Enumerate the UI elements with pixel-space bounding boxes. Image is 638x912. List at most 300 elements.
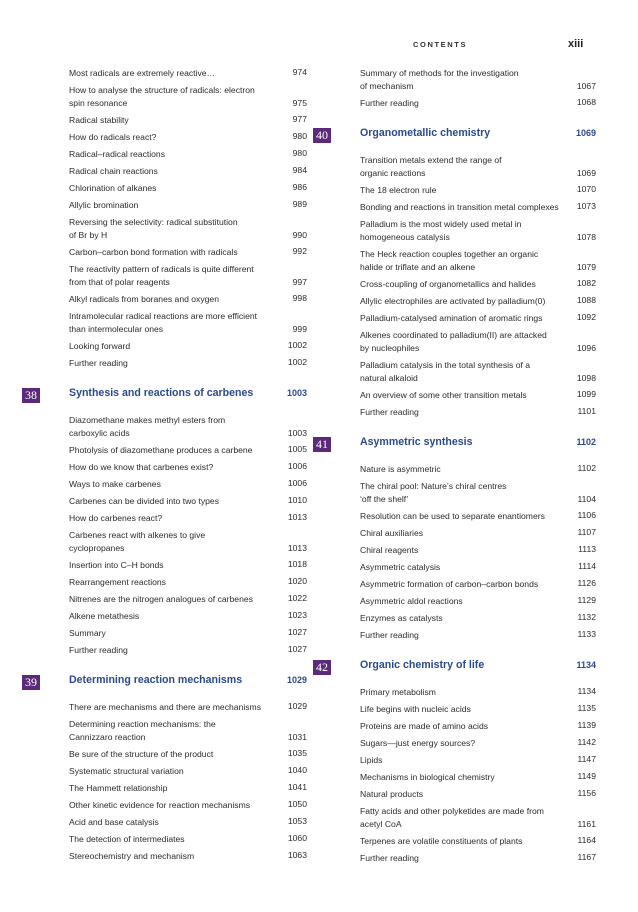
toc-entry[interactable] — [22, 413, 307, 443]
toc-entry-title — [360, 509, 560, 523]
toc-entry-title-line: Carbenes can be divided into two types — [69, 496, 220, 506]
toc-entry-page: 1013 — [287, 542, 307, 553]
toc-entry-title — [360, 405, 560, 419]
toc-entry-page: 1147 — [577, 753, 596, 764]
toc-entry-title — [69, 575, 271, 589]
toc-entry-title-line: How do we know that carbenes exist? — [69, 462, 214, 472]
toc-entry-title — [360, 851, 560, 865]
toc-entry-title — [69, 215, 271, 243]
toc-entry-title-line: The chiral pool: Nature’s chiral centres — [360, 481, 507, 491]
toc-entry-title-line: Intramolecular radical reactions are more efficient — [69, 311, 258, 321]
toc-entry-title — [360, 834, 560, 848]
toc-entry-title-line: Alkene metathesis — [69, 611, 140, 621]
toc-entry[interactable] — [313, 560, 596, 577]
toc-entry[interactable] — [313, 328, 596, 358]
toc-entry-title-line: from that of polar reagents — [69, 277, 170, 288]
toc-entry[interactable] — [313, 388, 596, 405]
toc-entry-title-line: Radical stability — [69, 115, 129, 125]
toc-entry-page: 1107 — [577, 526, 596, 537]
toc-entry[interactable] — [313, 311, 596, 328]
toc-entry-title — [69, 245, 271, 259]
toc-entry-title — [360, 294, 560, 308]
toc-entry-title-line: Chlorination of alkanes — [69, 183, 157, 193]
toc-entry-page: 999 — [292, 323, 307, 334]
toc-entry-page: 986 — [292, 181, 307, 192]
toc-entry[interactable] — [313, 509, 596, 526]
toc-entry-page: 1018 — [287, 558, 307, 569]
toc-entry[interactable] — [22, 245, 307, 262]
toc-entry-page: 1079 — [576, 261, 596, 272]
toc-entry-title-line: Radical–radical reactions — [69, 149, 166, 159]
toc-entry-title-line: carboxylic acids — [69, 428, 130, 439]
toc-entry-page: 1029 — [287, 700, 307, 711]
toc-entry[interactable] — [22, 443, 307, 460]
toc-entry-title — [69, 413, 271, 441]
toc-entry[interactable] — [22, 815, 307, 832]
toc-entry-title — [69, 592, 271, 606]
toc-entry[interactable] — [22, 558, 307, 575]
toc-entry-title-line: organic reactions — [360, 168, 426, 179]
toc-entry-title-line: Asymmetric catalysis — [360, 562, 441, 572]
toc-entry-page: 1167 — [577, 851, 596, 862]
toc-entry-page: 1149 — [577, 770, 596, 781]
toc-entry-title-line: Chiral auxiliaries — [360, 528, 424, 538]
toc-entry[interactable] — [313, 702, 596, 719]
chapter-heading[interactable] — [22, 669, 307, 697]
toc-entry-title-line: Diazomethane makes methyl esters from — [69, 415, 226, 425]
toc-entry-page: 1006 — [287, 460, 307, 471]
toc-entry-title-line: Fatty acids and other polyketides are made from — [360, 806, 544, 816]
toc-entry-title — [360, 736, 560, 750]
toc-entry-page: 1126 — [577, 577, 596, 588]
toc-entry-page: 1023 — [287, 609, 307, 620]
toc-entry-page: 1005 — [287, 443, 307, 454]
toc-entry[interactable] — [22, 511, 307, 528]
chapter-page: 1134 — [576, 660, 596, 670]
toc-entry-title — [360, 328, 560, 356]
toc-entry-title-line: Palladium catalysis in the total synthesis of a — [360, 360, 531, 370]
toc-entry[interactable] — [22, 575, 307, 592]
toc-entry-title-line: Cannizzaro reaction — [69, 732, 146, 743]
toc-entry-title-line: Stereochemistry and mechanism — [69, 851, 195, 861]
toc-entry-title — [69, 66, 271, 80]
toc-entry-title-line: Further reading — [360, 630, 419, 640]
toc-entry[interactable] — [313, 543, 596, 560]
toc-entry-title — [69, 477, 271, 491]
toc-entry-title-line: Further reading — [360, 98, 419, 108]
toc-entry[interactable] — [313, 577, 596, 594]
toc-entry-title-line: Rearrangement reactions — [69, 577, 166, 587]
toc-entry[interactable] — [22, 460, 307, 477]
left-column — [22, 66, 307, 866]
toc-entry-title — [69, 832, 271, 846]
toc-entry-title — [69, 181, 271, 195]
toc-entry-title-line: Chiral reagents — [360, 545, 419, 555]
chapter-number-badge: 42 — [313, 660, 331, 675]
toc-entry-title-line: Other kinetic evidence for reaction mechanisms — [69, 800, 251, 810]
chapter-page: 1029 — [286, 675, 307, 685]
toc-entry-title-line: by nucleophiles — [360, 343, 420, 354]
toc-entry-title-line: There are mechanisms and there are mechanisms — [69, 702, 262, 712]
toc-entry-title — [69, 262, 271, 290]
right-column — [313, 66, 596, 868]
toc-entry-title-line: Alkenes coordinated to palladium(II) are attacked — [360, 330, 547, 340]
toc-entry-page: 1068 — [576, 96, 596, 107]
toc-entry-title-line: Primary metabolism — [360, 687, 436, 697]
toc-entry-page: 1135 — [577, 702, 596, 713]
toc-entry-title-line: Lipids — [360, 755, 383, 765]
toc-entry[interactable] — [313, 66, 596, 96]
toc-entry-title-line: spin resonance — [69, 98, 128, 109]
chapter-title: Organic chemistry of life — [360, 659, 485, 671]
toc-entry[interactable] — [313, 685, 596, 702]
toc-entry-page: 998 — [292, 292, 307, 303]
toc-entry-title-line: The Hammett relationship — [69, 783, 168, 793]
toc-entry-title — [69, 113, 271, 127]
toc-entry-page: 1134 — [577, 685, 596, 696]
toc-entry-title-line: Allylic bromination — [69, 200, 139, 210]
toc-entry[interactable] — [22, 717, 307, 747]
toc-entry-title — [360, 611, 560, 625]
toc-entry[interactable] — [313, 153, 596, 183]
toc-entry[interactable] — [313, 770, 596, 787]
toc-entry-title-line: Life begins with nucleic acids — [360, 704, 471, 714]
toc-entry[interactable] — [22, 700, 307, 717]
toc-entry-title — [360, 217, 560, 245]
toc-entry[interactable] — [22, 130, 307, 147]
toc-entry-title-line: Natural products — [360, 789, 424, 799]
toc-entry-page: 1114 — [578, 560, 596, 571]
chapter-page: 1003 — [286, 388, 307, 398]
toc-entry-title-line: How to analyse the structure of radicals: electron — [69, 85, 255, 95]
toc-entry[interactable] — [313, 462, 596, 479]
toc-entry-page: 1053 — [287, 815, 307, 826]
toc-entry-page: 1070 — [576, 183, 596, 194]
toc-entry[interactable] — [22, 643, 307, 660]
toc-entry-title-line: The detection of intermediates — [69, 834, 185, 844]
toc-entry-page: 1041 — [287, 781, 307, 792]
toc-entry[interactable] — [22, 164, 307, 181]
toc-entry[interactable] — [313, 479, 596, 509]
toc-entry-title — [69, 460, 271, 474]
toc-entry-page: 1129 — [577, 594, 596, 605]
toc-entry-title — [69, 147, 271, 161]
toc-entry-page: 1113 — [578, 543, 596, 554]
toc-entry-title-line: Be sure of the structure of the product — [69, 749, 214, 759]
toc-entry[interactable] — [22, 609, 307, 626]
toc-entry-title-line: Determining reaction mechanisms: the — [69, 719, 216, 729]
toc-entry-title-line: Bonding and reactions in transition metal complexes — [360, 202, 559, 212]
toc-entry-title-line: Sugars—just energy sources? — [360, 738, 476, 748]
toc-entry[interactable] — [22, 592, 307, 609]
toc-entry-title-line: acetyl CoA — [360, 819, 402, 830]
toc-entry-page: 980 — [292, 147, 307, 158]
toc-entry-title — [360, 66, 560, 94]
toc-entry-page: 1139 — [577, 719, 596, 730]
toc-entry-page: 1020 — [287, 575, 307, 586]
toc-entry-title-line: Mechanisms in biological chemistry — [360, 772, 495, 782]
toc-entry[interactable] — [22, 339, 307, 356]
toc-entry-title — [69, 339, 271, 353]
toc-entry[interactable] — [22, 528, 307, 558]
toc-entry[interactable] — [313, 611, 596, 628]
toc-entry[interactable] — [313, 526, 596, 543]
toc-entry-title-line: Reversing the selectivity: radical substitution — [69, 217, 238, 227]
toc-entry-title-line: Asymmetric formation of carbon–carbon bonds — [360, 579, 539, 589]
toc-entry-title-line: How do radicals react? — [69, 132, 157, 142]
toc-entry-title — [360, 787, 560, 801]
toc-entry-title — [69, 747, 271, 761]
toc-entry-title — [69, 130, 271, 144]
toc-entry-page: 1050 — [287, 798, 307, 809]
running-header-label: CONTENTS — [413, 40, 468, 49]
toc-entry-title-line: Acid and base catalysis — [69, 817, 159, 827]
toc-entry-title — [360, 247, 560, 275]
toc-entry[interactable] — [22, 747, 307, 764]
toc-entry-title — [69, 609, 271, 623]
toc-entry-title-line: Asymmetric aldol reactions — [360, 596, 463, 606]
chapter-number-badge: 40 — [313, 128, 331, 143]
toc-entry[interactable] — [313, 294, 596, 311]
toc-entry-title-line: How do carbenes react? — [69, 513, 163, 523]
toc-entry-page: 980 — [292, 130, 307, 141]
toc-entry-title — [360, 462, 560, 476]
chapter-page: 1069 — [575, 128, 596, 138]
chapter-title: Asymmetric synthesis — [360, 436, 473, 448]
toc-entry-page: 1096 — [576, 342, 596, 353]
toc-entry-page: 997 — [292, 276, 307, 287]
toc-entry-title — [69, 164, 271, 178]
toc-entry[interactable] — [22, 764, 307, 781]
toc-entry[interactable] — [313, 851, 596, 868]
toc-entry-page: 1003 — [287, 427, 307, 438]
toc-entry-page: 990 — [292, 229, 307, 240]
chapter-heading[interactable] — [22, 382, 307, 410]
toc-entry-page: 1063 — [287, 849, 307, 860]
toc-entry-title — [360, 526, 560, 540]
toc-entry-title-line: Ways to make carbenes — [69, 479, 161, 489]
chapter-heading[interactable] — [313, 654, 596, 682]
toc-entry[interactable] — [22, 309, 307, 339]
toc-entry-title-line: Resolution can be used to separate enantiomers — [360, 511, 545, 521]
toc-entry[interactable] — [313, 200, 596, 217]
toc-entry-title-line: homogeneous catalysis — [360, 232, 450, 243]
toc-entry-title — [69, 717, 271, 745]
toc-entry-title-line: than intermolecular ones — [69, 324, 164, 335]
toc-entry-page: 1092 — [576, 311, 596, 322]
toc-entry-title — [360, 685, 560, 699]
toc-entry-title — [69, 764, 271, 778]
toc-entry-title — [69, 83, 271, 111]
toc-entry[interactable] — [313, 719, 596, 736]
toc-entry-title-line: Further reading — [360, 407, 419, 417]
toc-entry[interactable] — [22, 262, 307, 292]
toc-entry-title — [360, 753, 560, 767]
toc-entry-title — [69, 626, 271, 640]
toc-entry-title-line: Systematic structural variation — [69, 766, 184, 776]
toc-entry-page: 1002 — [287, 339, 307, 350]
toc-entry[interactable] — [22, 215, 307, 245]
toc-entry-title — [360, 594, 560, 608]
toc-entry-title-line: The reactivity pattern of radicals is quite different — [69, 264, 254, 274]
toc-entry-title — [69, 292, 271, 306]
toc-entry-title-line: Alkyl radicals from boranes and oxygen — [69, 294, 219, 304]
toc-entry[interactable] — [313, 804, 596, 834]
toc-entry[interactable] — [22, 832, 307, 849]
toc-entry-title-line: Radical chain reactions — [69, 166, 158, 176]
toc-entry-page: 1164 — [577, 834, 596, 845]
toc-entry-title — [360, 358, 560, 386]
toc-entry-page: 975 — [292, 97, 307, 108]
toc-entry-title — [69, 198, 271, 212]
toc-entry-page: 1067 — [576, 80, 596, 91]
chapter-heading[interactable] — [313, 431, 596, 459]
toc-entry[interactable] — [22, 356, 307, 373]
toc-entry-page: 1013 — [287, 511, 307, 522]
toc-entry[interactable] — [22, 83, 307, 113]
toc-entry-title-line: cyclopropanes — [69, 543, 125, 554]
toc-entry-page: 1104 — [577, 493, 596, 504]
toc-entry-title — [360, 311, 560, 325]
toc-entry-title-line: Nitrenes are the nitrogen analogues of carbenes — [69, 594, 253, 604]
toc-entry-page: 1073 — [576, 200, 596, 211]
toc-entry[interactable] — [22, 477, 307, 494]
toc-entry-page: 1082 — [576, 277, 596, 288]
toc-entry[interactable] — [22, 113, 307, 130]
toc-entry-page: 984 — [292, 164, 307, 175]
toc-entry-title-line: Proteins are made of amino acids — [360, 721, 489, 731]
toc-entry-title — [69, 798, 271, 812]
toc-entry[interactable] — [313, 277, 596, 294]
chapter-title: Organometallic chemistry — [360, 127, 491, 139]
toc-entry-page: 1161 — [577, 818, 596, 829]
toc-entry[interactable] — [313, 183, 596, 200]
toc-entry[interactable] — [313, 753, 596, 770]
toc-entry[interactable] — [22, 292, 307, 309]
toc-entry-title — [69, 815, 271, 829]
toc-entry-title-line: Terpenes are volatile constituents of plants — [360, 836, 523, 846]
toc-entry-title-line: Palladium is the most widely used metal in — [360, 219, 522, 229]
toc-entry-title — [360, 479, 560, 507]
toc-entry-title — [360, 628, 560, 642]
toc-entry-title-line: The 18 electron rule — [360, 185, 437, 195]
toc-entry-title — [360, 577, 560, 591]
toc-entry[interactable] — [313, 358, 596, 388]
toc-entry-title-line: natural alkaloid — [360, 373, 418, 384]
toc-entry-title — [360, 96, 560, 110]
toc-entry[interactable] — [22, 198, 307, 215]
toc-entry-title — [69, 781, 271, 795]
toc-entry[interactable] — [22, 781, 307, 798]
toc-entry[interactable] — [313, 594, 596, 611]
toc-entry-page: 1010 — [287, 494, 307, 505]
toc-entry-title-line: Nature is asymmetric — [360, 464, 441, 474]
chapter-number-badge: 41 — [313, 437, 331, 452]
toc-entry-page: 977 — [292, 113, 307, 124]
toc-entry-title — [360, 560, 560, 574]
toc-entry-title-line: halide or triflate and an alkene — [360, 262, 476, 273]
toc-entry[interactable] — [22, 147, 307, 164]
toc-entry[interactable] — [313, 217, 596, 247]
toc-entry-page: 1156 — [577, 787, 596, 798]
toc-entry[interactable] — [22, 849, 307, 866]
chapter-number-badge: 39 — [22, 675, 40, 690]
toc-entry-title-line: Further reading — [69, 358, 128, 368]
toc-entry-page: 1035 — [287, 747, 307, 758]
toc-entry-title-line: ‘off the shelf’ — [360, 494, 409, 505]
toc-entry-page: 1031 — [287, 731, 307, 742]
toc-entry-title — [360, 770, 560, 784]
toc-entry-title-line: Enzymes as catalysts — [360, 613, 443, 623]
toc-entry-title-line: Insertion into C–H bonds — [69, 560, 164, 570]
toc-entry-title-line: Looking forward — [69, 341, 131, 351]
toc-entry-page: 1106 — [577, 509, 596, 520]
toc-entry-page: 1099 — [576, 388, 596, 399]
toc-entry-title — [69, 643, 271, 657]
toc-entry[interactable] — [313, 736, 596, 753]
toc-entry[interactable] — [313, 834, 596, 851]
toc-entry[interactable] — [313, 96, 596, 113]
toc-entry-title-line: Most radicals are extremely reactive… — [69, 68, 216, 78]
toc-entry-title-line: The Heck reaction couples together an organic — [360, 249, 539, 259]
toc-entry[interactable] — [22, 798, 307, 815]
toc-entry[interactable] — [313, 405, 596, 422]
toc-entry-page: 1078 — [576, 231, 596, 242]
toc-entry-title — [360, 543, 560, 557]
toc-entry-title-line: Transition metals extend the range of — [360, 155, 502, 165]
chapter-page: 1102 — [576, 437, 596, 447]
toc-entry-title — [360, 388, 560, 402]
toc-entry-title — [69, 443, 271, 457]
toc-entry-title-line: of Br by H — [69, 230, 108, 241]
toc-entry-title — [69, 511, 271, 525]
toc-entry-title — [69, 528, 271, 556]
toc-entry-page: 1040 — [287, 764, 307, 775]
toc-entry-title — [360, 702, 560, 716]
chapter-title: Synthesis and reactions of carbenes — [69, 387, 254, 399]
toc-entry[interactable] — [313, 787, 596, 804]
chapter-number-badge: 38 — [22, 388, 40, 403]
toc-entry-title-line: Summary of methods for the investigation — [360, 68, 519, 78]
toc-entry-title-line: Further reading — [69, 645, 128, 655]
toc-entry-title — [360, 153, 560, 181]
chapter-heading[interactable] — [313, 122, 596, 150]
toc-entry[interactable] — [22, 494, 307, 511]
toc-entry-page: 1088 — [576, 294, 596, 305]
toc-entry-title-line: An overview of some other transition metals — [360, 390, 527, 400]
toc-entry[interactable] — [313, 247, 596, 277]
toc-entry-page: 1102 — [577, 462, 596, 473]
toc-entry-title — [69, 558, 271, 572]
toc-entry-page: 1142 — [577, 736, 596, 747]
toc-entry[interactable] — [313, 628, 596, 645]
toc-entry[interactable] — [22, 626, 307, 643]
toc-entry-title-line: of mechanism — [360, 81, 414, 92]
toc-entry-page: 1101 — [577, 405, 596, 416]
toc-entry-title-line: Allylic electrophiles are activated by palladium(0) — [360, 296, 546, 306]
toc-entry-page: 1022 — [287, 592, 307, 603]
toc-entry-page: 1132 — [577, 611, 596, 622]
toc-entry-title-line: Photolysis of diazomethane produces a carbene — [69, 445, 253, 455]
toc-entry-title — [69, 309, 271, 337]
toc-entry-title-line: Carbenes react with alkenes to give — [69, 530, 206, 540]
toc-entry-title-line: Carbon–carbon bond formation with radicals — [69, 247, 238, 257]
toc-entry-title-line: Palladium-catalysed amination of aromatic rings — [360, 313, 543, 323]
toc-entry-title — [360, 719, 560, 733]
toc-entry[interactable] — [22, 66, 307, 83]
running-header — [0, 38, 638, 54]
toc-entry[interactable] — [22, 181, 307, 198]
